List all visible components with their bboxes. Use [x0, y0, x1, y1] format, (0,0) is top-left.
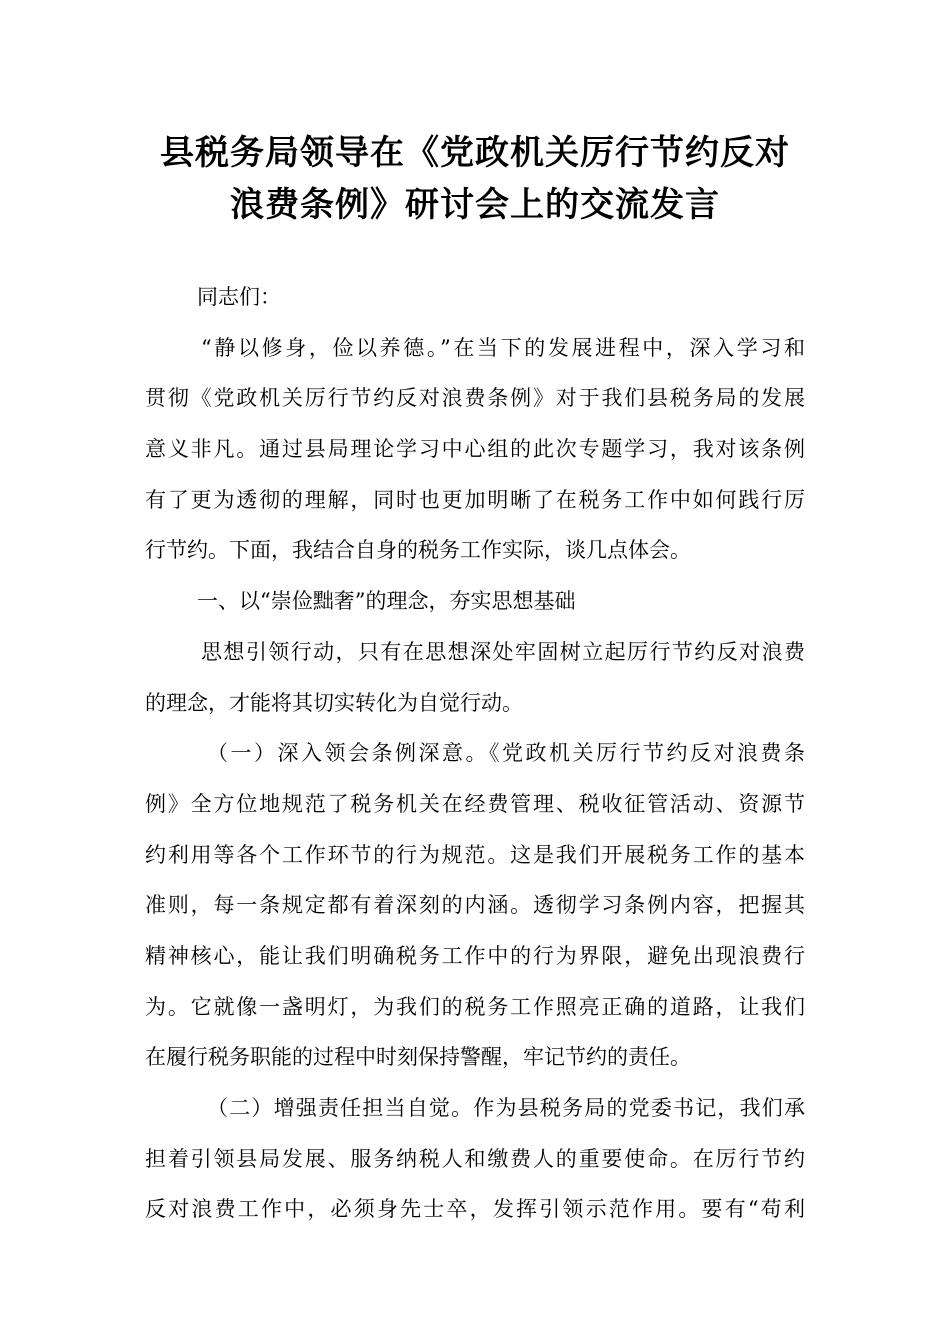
- document-body: [145, 272, 805, 1235]
- paragraph-line: 思想引领行动，只有在思想深处牢固树立起厉行节约反对浪费: [201, 639, 805, 664]
- paragraph-line: 约利用等各个工作环节的行为规范。这是我们开展税务工作的基本: [145, 842, 805, 867]
- paragraph-line: 有了更为透彻的理解，同时也更加明晰了在税务工作中如何践行厉: [145, 487, 805, 512]
- document-title-line-1: 县税务局领导在《党政机关厉行节约反对: [160, 133, 790, 173]
- paragraph-line: 例》全方位地规范了税务机关在经费管理、税收征管活动、资源节: [145, 791, 805, 816]
- paragraph-line: 反对浪费工作中，必须身先士卒，发挥引领示范作用。要有“苟利: [145, 1197, 805, 1222]
- paragraph-line: 准则，每一条规定都有着深刻的内涵。透彻学习条例内容，把握其: [145, 893, 805, 918]
- paragraph-line: （二）增强责任担当自觉。作为县税务局的党委书记，我们承: [207, 1096, 805, 1120]
- paragraph-line: （一）深入领会条例深意。《党政机关厉行节约反对浪费条: [207, 741, 805, 766]
- paragraph-line: 担着引领县局发展、服务纳税人和缴费人的重要使命。在厉行节约: [145, 1146, 805, 1171]
- document-title-line-2: 浪费条例》研讨会上的交流发言: [230, 185, 720, 225]
- section-heading: 一、以“崇俭黜奢”的理念，夯实思想基础: [197, 589, 576, 614]
- paragraph-line: 贯彻《党政机关厉行节约反对浪费条例》对于我们县税务局的发展: [145, 386, 805, 411]
- paragraph-line: 精神核心，能让我们明确税务工作中的行为界限，避免出现浪费行: [145, 943, 805, 968]
- paragraph-line: 的理念，才能将其切实转化为自觉行动。: [145, 690, 523, 715]
- salutation: 同志们：: [197, 285, 281, 309]
- paragraph-line: “静以修身，俭以养德。”在当下的发展进程中，深入学习和: [201, 335, 805, 360]
- paragraph-line: 在履行税务职能的过程中时刻保持警醒，牢记节约的责任。: [145, 1045, 691, 1070]
- paragraph-line: 意义非凡。通过县局理论学习中心组的此次专题学习，我对该条例: [145, 437, 805, 462]
- paragraph-line: 行节约。下面，我结合自身的税务工作实际，谈几点体会。: [145, 538, 691, 563]
- paragraph-line: 为。它就像一盏明灯，为我们的税务工作照亮正确的道路，让我们: [145, 994, 805, 1019]
